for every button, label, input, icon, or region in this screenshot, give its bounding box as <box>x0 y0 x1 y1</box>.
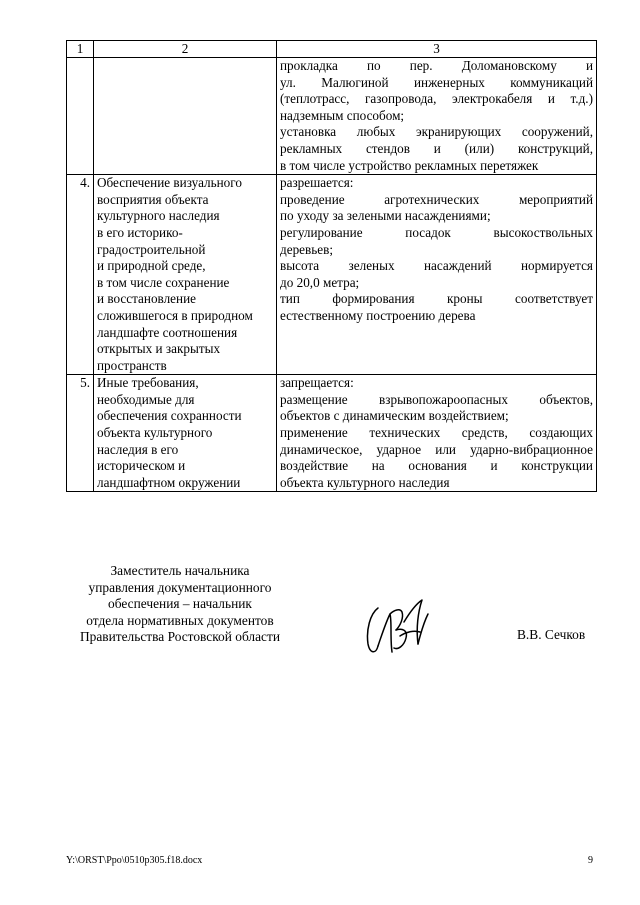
name-line: сложившегося в природном <box>97 307 253 323</box>
name-line: историческом и <box>97 458 186 474</box>
content-line: до 20,0 метра; <box>280 274 360 290</box>
table-header-row <box>67 41 597 58</box>
header-col-3: 3 <box>277 41 597 58</box>
name-line: наследия в его <box>97 441 179 457</box>
content-line: запрещается: <box>280 375 354 391</box>
content-line: в том числе устройство рекламных перетяжек <box>280 157 539 173</box>
position-line: Заместитель начальника <box>110 563 250 578</box>
header-col-1: 1 <box>67 41 94 58</box>
table-row-5 <box>67 375 597 492</box>
row-number <box>67 58 94 175</box>
requirement-content <box>277 375 597 492</box>
name-line: в его историко- <box>97 224 183 240</box>
content-line: применение технических средств, создающих <box>280 425 593 441</box>
row-number: 5. <box>67 375 94 492</box>
name-line: открытых и закрытых <box>97 341 221 357</box>
position-line: обеспечения – начальник <box>108 596 252 612</box>
content-line: воздействие на основания и конструкции <box>280 458 593 474</box>
requirement-name <box>94 175 277 375</box>
table-row-continuation <box>67 58 597 175</box>
content-line: прокладка по пер. Доломановскому и <box>280 58 593 73</box>
name-line: Иные требования, <box>97 375 199 391</box>
content-line: рекламных стендов и (или) конструкций, <box>280 140 593 156</box>
content-line: ул. Малюгиной инженерных коммуникаций <box>280 74 593 90</box>
name-line: необходимые для <box>97 391 195 407</box>
content-line: тип формирования кроны соответствует <box>280 291 593 307</box>
name-line: объекта культурного <box>97 425 213 441</box>
content-line: естественному построению дерева <box>280 307 476 323</box>
signatory-position <box>60 563 300 646</box>
requirement-name <box>94 375 277 492</box>
name-line: и природной среде, <box>97 258 206 274</box>
requirement-content <box>277 175 597 375</box>
content-line: размещение взрывопожароопасных объектов, <box>280 391 593 407</box>
name-line: Обеспечение визуального <box>97 175 242 191</box>
position-line: отдела нормативных документов <box>86 612 274 628</box>
content-line: (теплотрасс, газопровода, электрокабеля и т.д.) <box>280 91 593 107</box>
page-number: 9 <box>588 855 593 866</box>
content-line: по уходу за зелеными насаждениями; <box>280 208 491 224</box>
content-line: разрешается: <box>280 175 354 191</box>
name-line: ландшафтном окружении <box>97 474 241 490</box>
name-line: градостроительной <box>97 241 206 257</box>
position-line: Правительства Ростовской области <box>79 629 281 645</box>
content-line: динамическое, ударное или ударно-вибрационное <box>280 441 593 457</box>
handwritten-signature <box>360 592 440 662</box>
name-line: и восстановление <box>97 291 197 307</box>
requirement-content <box>277 58 597 175</box>
content-line: установка любых экранирующих сооружений, <box>280 124 593 140</box>
content-line: регулирование посадок высокоствольных <box>280 224 593 240</box>
header-col-2: 2 <box>94 41 277 58</box>
content-line: деревьев; <box>280 241 333 257</box>
name-line: ландшафте соотношения <box>97 324 238 340</box>
name-line: пространств <box>97 357 167 373</box>
table-row-4 <box>67 175 597 375</box>
content-line: объекта культурного наследия <box>280 474 450 490</box>
content-line: надземным способом; <box>280 107 405 123</box>
requirements-table <box>66 40 597 492</box>
name-line: в том числе сохранение <box>97 274 230 290</box>
name-line: восприятия объекта <box>97 191 209 207</box>
name-line: культурного наследия <box>97 208 220 224</box>
file-path: Y:\ORST\Ppo\0510p305.f18.docx <box>66 855 203 866</box>
content-line: проведение агротехнических мероприятий <box>280 191 593 207</box>
position-line: управления документационного <box>88 579 272 595</box>
content-line: объектов с динамическим воздействием; <box>280 408 509 424</box>
requirement-name <box>94 58 277 175</box>
row-number: 4. <box>67 175 94 375</box>
name-line: обеспечения сохранности <box>97 408 242 424</box>
content-line: высота зеленых насаждений нормируется <box>280 258 593 274</box>
signer-name: В.В. Сечков <box>517 627 586 642</box>
